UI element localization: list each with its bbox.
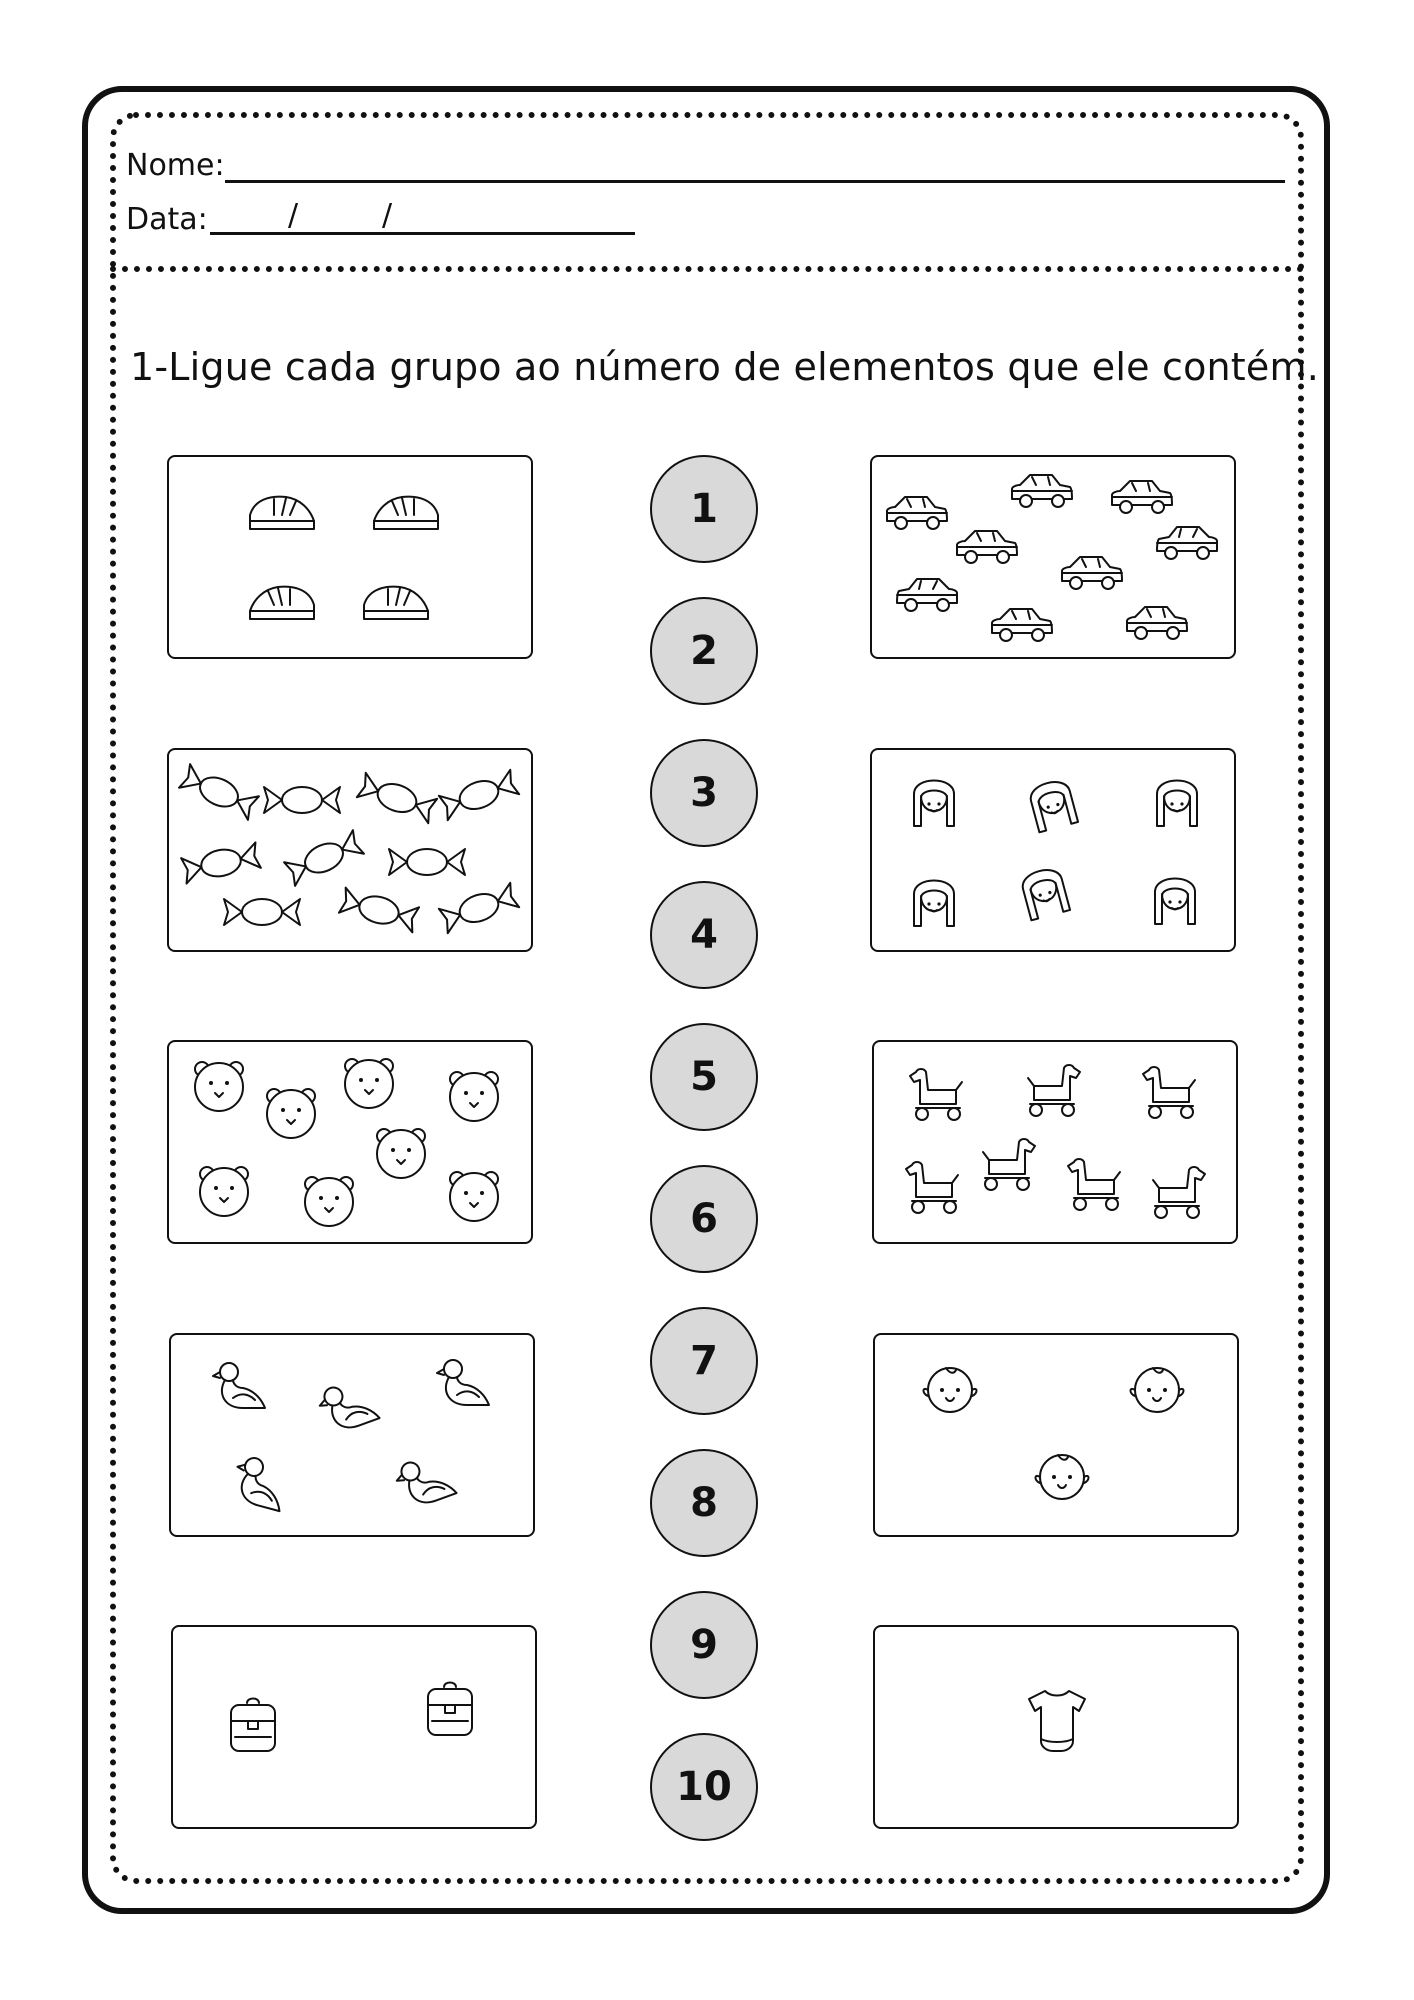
candy-icon: [179, 764, 259, 820]
baby-bodysuit-icon: [1029, 1691, 1085, 1751]
toy-horse-icon: [1153, 1167, 1205, 1218]
duck-icon: [392, 1451, 456, 1511]
duck-icon: [213, 1363, 265, 1408]
car-icon: [992, 609, 1052, 641]
number-circle[interactable]: 7: [650, 1307, 758, 1415]
teddy-bear-icon: [200, 1167, 248, 1216]
car-icon: [887, 497, 947, 529]
backpack-icon: [428, 1683, 472, 1736]
group-box-girls[interactable]: [870, 748, 1236, 952]
girl-face-icon: [914, 881, 954, 927]
teddy-bear-icon: [305, 1177, 353, 1226]
number-circle[interactable]: 10: [650, 1733, 758, 1841]
number-circle[interactable]: 1: [650, 455, 758, 563]
number-circle[interactable]: 5: [650, 1023, 758, 1131]
teddy-bear-icon: [195, 1062, 243, 1111]
teddy-bear-icon: [377, 1129, 425, 1178]
shoe-icon: [374, 497, 438, 529]
toy-horse-icon: [1068, 1159, 1120, 1210]
duck-icon: [437, 1360, 489, 1405]
group-box-shoes[interactable]: [167, 455, 533, 659]
baby-face-icon: [1131, 1368, 1184, 1412]
car-icon: [957, 531, 1017, 563]
date-slash: /: [382, 198, 393, 233]
toy-horse-icon: [983, 1139, 1035, 1190]
name-field[interactable]: [225, 180, 1285, 183]
teddy-bear-icon: [450, 1072, 498, 1121]
group-box-teddy-bears[interactable]: [167, 1040, 533, 1244]
group-box-toy-horses[interactable]: [872, 1040, 1238, 1244]
name-label: Nome:: [126, 148, 225, 183]
teddy-bear-icon: [450, 1172, 498, 1221]
group-box-babies[interactable]: [873, 1333, 1239, 1537]
baby-face-icon: [924, 1368, 977, 1412]
car-icon: [1062, 557, 1122, 589]
shoe-icon: [250, 587, 314, 619]
candy-icon: [439, 770, 519, 820]
candy-icon: [284, 830, 364, 886]
number-circle[interactable]: 4: [650, 881, 758, 989]
date-field[interactable]: [210, 232, 635, 235]
teddy-bear-icon: [345, 1059, 393, 1108]
girl-face-icon: [1157, 781, 1197, 827]
number-circle[interactable]: 8: [650, 1449, 758, 1557]
car-icon: [1112, 481, 1172, 513]
number-circle[interactable]: 9: [650, 1591, 758, 1699]
baby-face-icon: [1036, 1455, 1089, 1499]
candy-icon: [439, 883, 519, 933]
instruction-text: 1-Ligue cada grupo ao número de elementos que ele contém.: [130, 345, 1319, 389]
car-icon: [897, 579, 957, 611]
candy-icon: [224, 899, 300, 925]
car-icon: [1127, 607, 1187, 639]
header-divider: [110, 266, 1304, 272]
group-box-cars[interactable]: [870, 455, 1236, 659]
duck-icon: [229, 1454, 291, 1511]
girl-face-icon: [914, 781, 954, 827]
candy-icon: [181, 842, 261, 883]
toy-horse-icon: [1028, 1065, 1080, 1116]
duck-icon: [315, 1376, 379, 1436]
shoe-icon: [250, 497, 314, 529]
candy-icon: [339, 888, 419, 933]
girl-face-icon: [1028, 778, 1078, 832]
date-slash: /: [288, 198, 299, 233]
toy-horse-icon: [1143, 1067, 1195, 1118]
teddy-bear-icon: [267, 1089, 315, 1138]
girl-face-icon: [1020, 866, 1070, 920]
toy-horse-icon: [906, 1162, 958, 1213]
number-circle[interactable]: 6: [650, 1165, 758, 1273]
candy-icon: [357, 773, 437, 823]
candy-icon: [264, 787, 340, 813]
shoe-icon: [364, 587, 428, 619]
toy-horse-icon: [910, 1069, 962, 1120]
girl-face-icon: [1155, 879, 1195, 925]
candy-icon: [389, 849, 465, 875]
number-circle[interactable]: 3: [650, 739, 758, 847]
group-box-bodysuit[interactable]: [873, 1625, 1239, 1829]
group-box-ducks[interactable]: [169, 1333, 535, 1537]
group-box-candies[interactable]: [167, 748, 533, 952]
date-label: Data:: [126, 202, 208, 237]
backpack-icon: [231, 1699, 275, 1752]
number-circle[interactable]: 2: [650, 597, 758, 705]
group-box-backpacks[interactable]: [171, 1625, 537, 1829]
car-icon: [1157, 527, 1217, 559]
car-icon: [1012, 475, 1072, 507]
